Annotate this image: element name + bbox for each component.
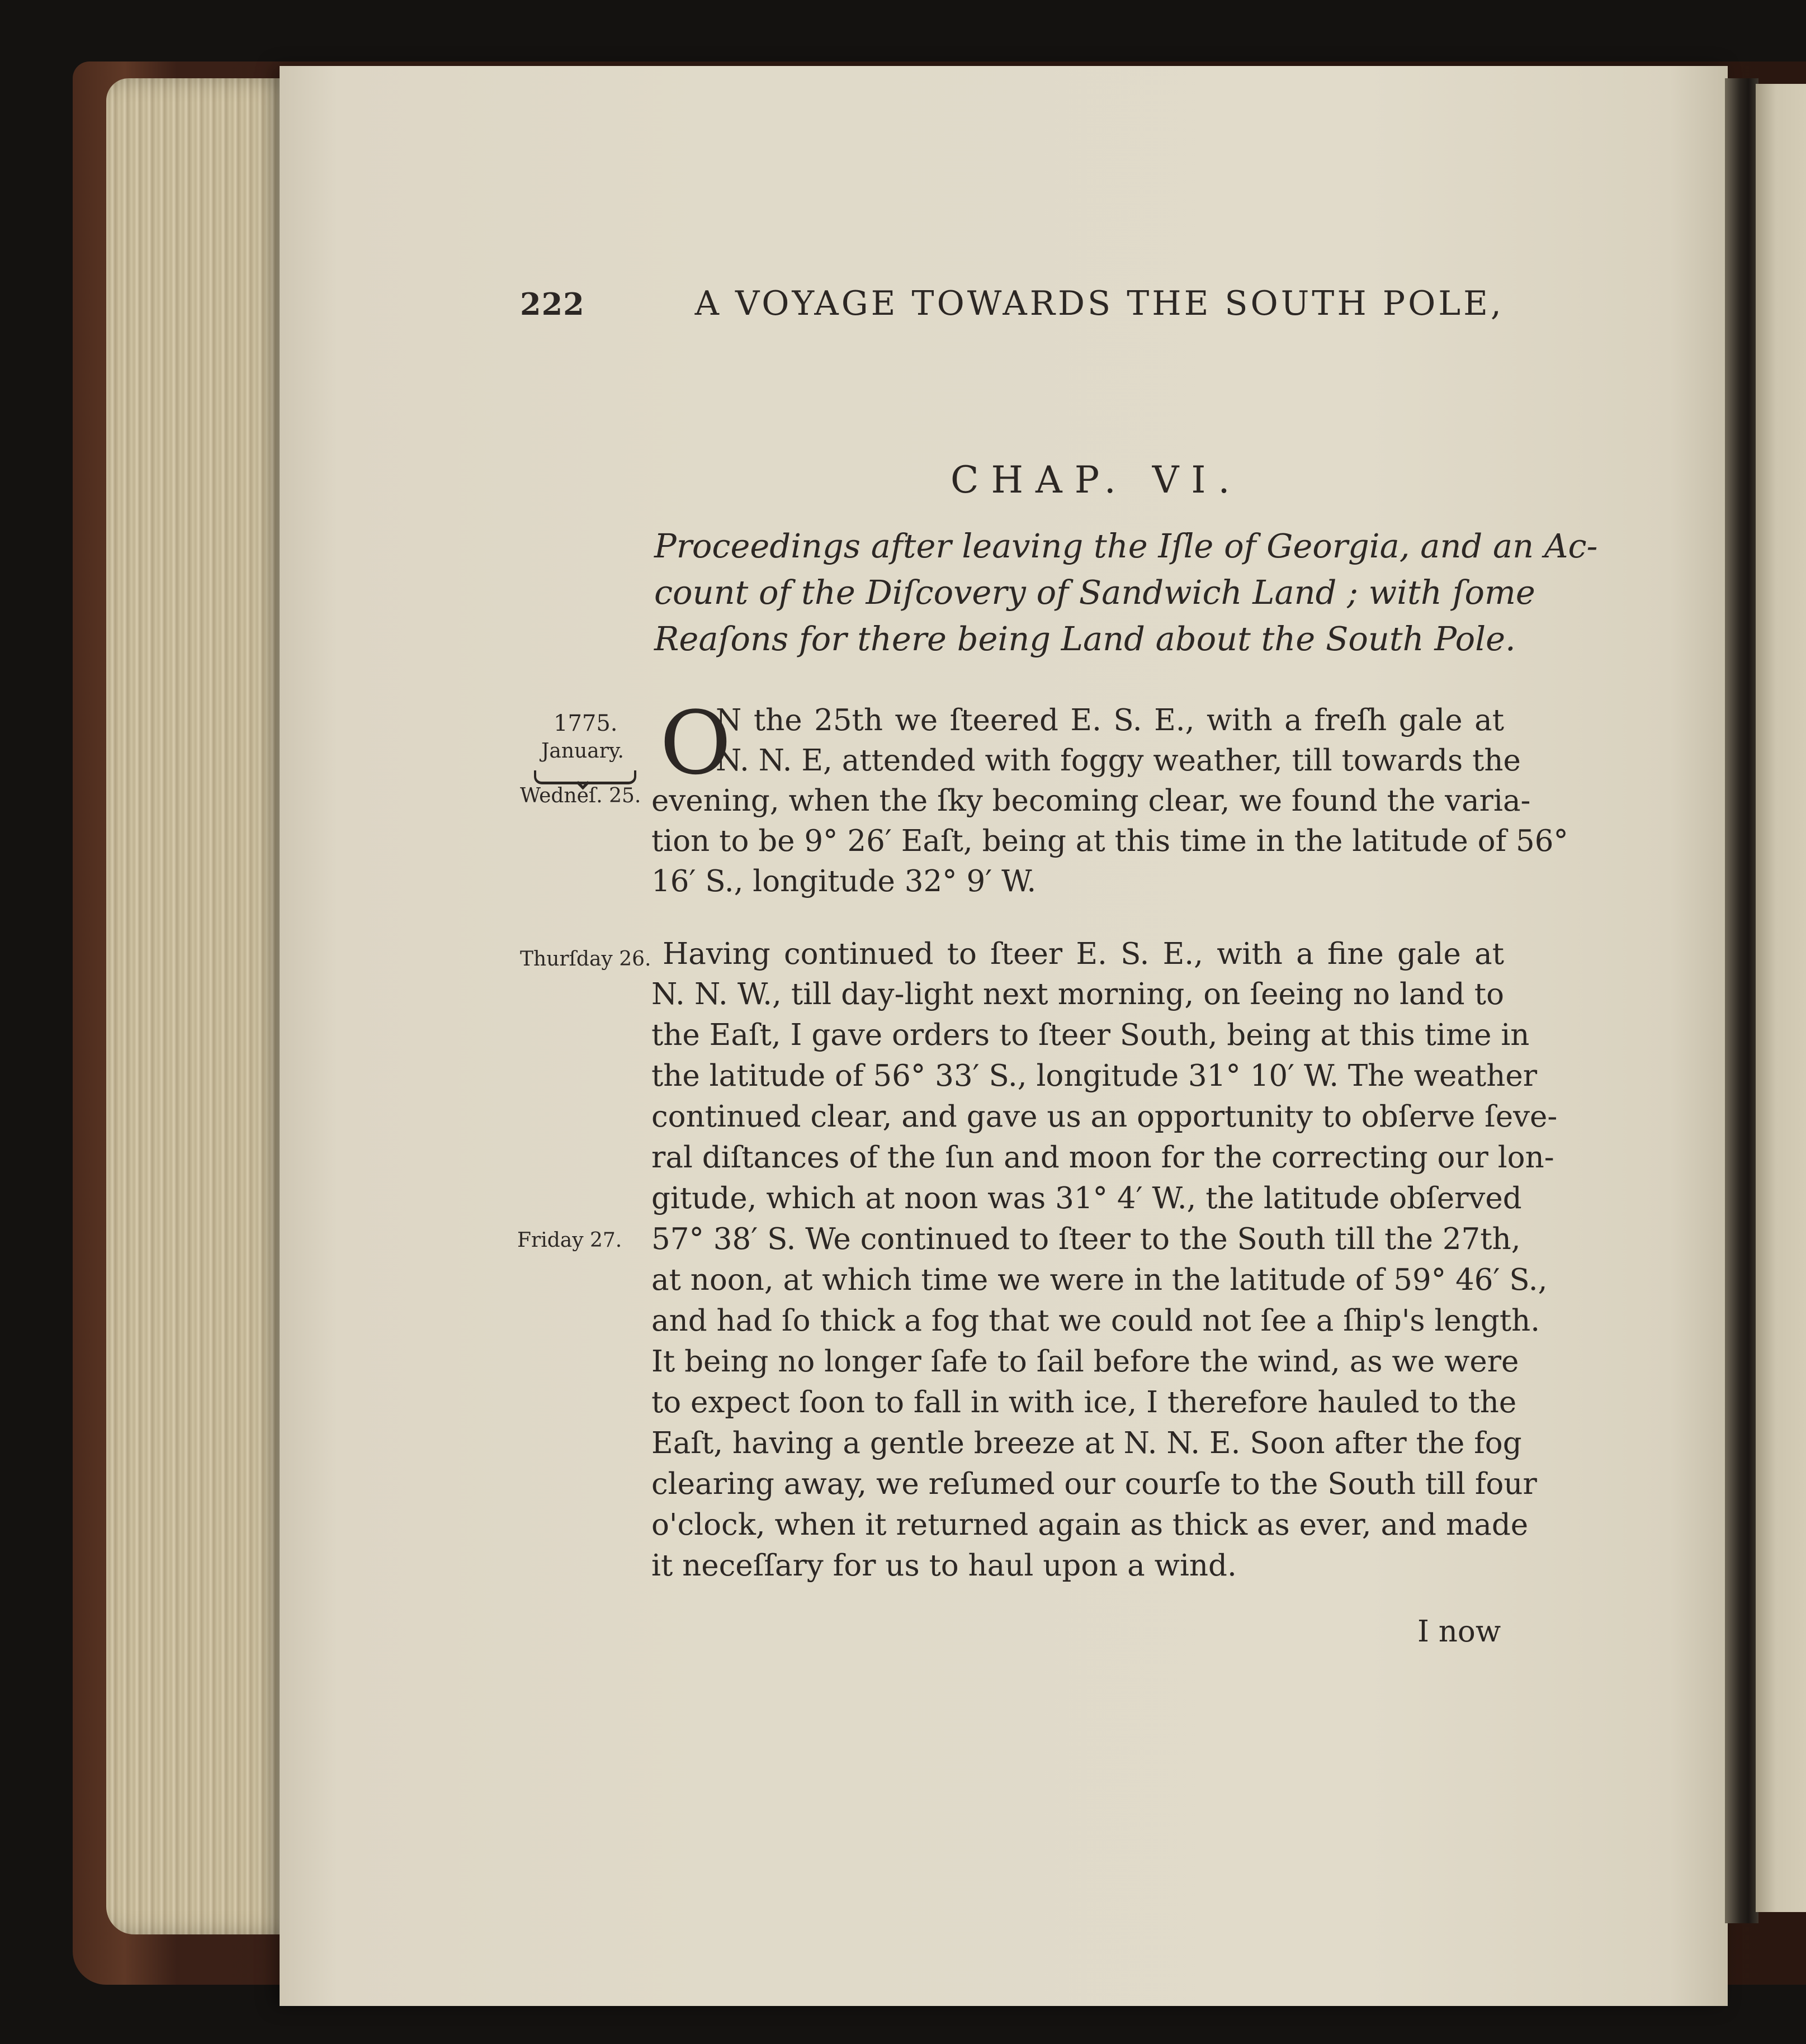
chapter-heading: CHAP. VI.: [951, 458, 1242, 501]
text-line: o'clock, when it returned again as thick as ever, and made: [651, 1508, 1529, 1542]
text-line: to expect ſoon to fall in with ice, I therefore hauled to the: [651, 1385, 1517, 1420]
text-line: the latitude of 56° 33′ S., longitude 31° 10′ W. The weather: [651, 1059, 1538, 1093]
margin-date: Friday 27.: [517, 1229, 622, 1252]
summary-line: Reaſons for there being Land about the South Pole.: [654, 619, 1516, 658]
text-line: N. N. E, attended with foggy weather, till towards the: [716, 744, 1521, 778]
text-line: and had ſo thick a fog that we could not ſee a ſhip's length.: [651, 1304, 1540, 1338]
running-title: A VOYAGE TOWARDS THE SOUTH POLE,: [694, 284, 1504, 323]
text-line: N. N. W., till day-light next morning, on ſeeing no land to: [651, 977, 1504, 1011]
text-line: 16′ S., longitude 32° 9′ W.: [651, 864, 1037, 898]
drop-cap: O: [660, 692, 731, 794]
margin-date: Wedneſ. 25.: [520, 784, 641, 807]
text-line: 57° 38′ S. We continued to ſteer to the South till the 27th,: [651, 1222, 1521, 1256]
margin-year: 1775.: [554, 711, 618, 736]
facing-page-edge: [1756, 84, 1806, 1912]
text-line: Eaſt, having a gentle breeze at N. N. E. Soon after the fog: [651, 1426, 1522, 1460]
text-line: It being no longer ſafe to ſail before the wind, as we were: [651, 1345, 1519, 1379]
margin-date: Thurſday 26.: [520, 948, 651, 971]
text-line: at noon, at which time we were in the latitude of 59° 46′ S.,: [651, 1263, 1548, 1297]
text-line: N the 25th we ſteered E. S. E., with a freſh gale at: [716, 703, 1504, 737]
summary-line: Proceedings after leaving the Iſle of Georgia, and an Ac-: [654, 527, 1598, 565]
text-line: ral diſtances of the ſun and moon for the correcting our lon-: [651, 1141, 1554, 1175]
text-line: the Eaſt, I gave orders to ſteer South, being at this time in: [651, 1018, 1530, 1052]
text-line: gitude, which at noon was 31° 4′ W., the latitude obſerved: [651, 1181, 1522, 1215]
text-line: Having continued to ſteer E. S. E., with a fine gale at: [663, 937, 1504, 971]
chapter-summary: [654, 523, 1598, 662]
page-number: 222: [520, 286, 585, 322]
running-head: [520, 284, 1504, 323]
text-line: tion to be 9° 26′ Eaſt, being at this time in the latitude of 56°: [651, 824, 1568, 858]
catchword: I now: [1417, 1615, 1501, 1649]
book-gutter: [1725, 78, 1758, 1923]
text-line: evening, when the ſky becoming clear, we found the varia-: [651, 784, 1531, 818]
summary-line: count of the Diſcovery of Sandwich Land ; with ſome: [654, 573, 1535, 612]
margin-month: January.: [541, 740, 624, 763]
page-edges: [106, 78, 296, 1934]
text-line: it neceſſary for us to haul upon a wind.: [651, 1549, 1237, 1583]
text-line: continued clear, and gave us an opportunity to obſerve ſeve-: [651, 1100, 1558, 1134]
text-line: clearing away, we reſumed our courſe to the South till four: [651, 1467, 1537, 1501]
